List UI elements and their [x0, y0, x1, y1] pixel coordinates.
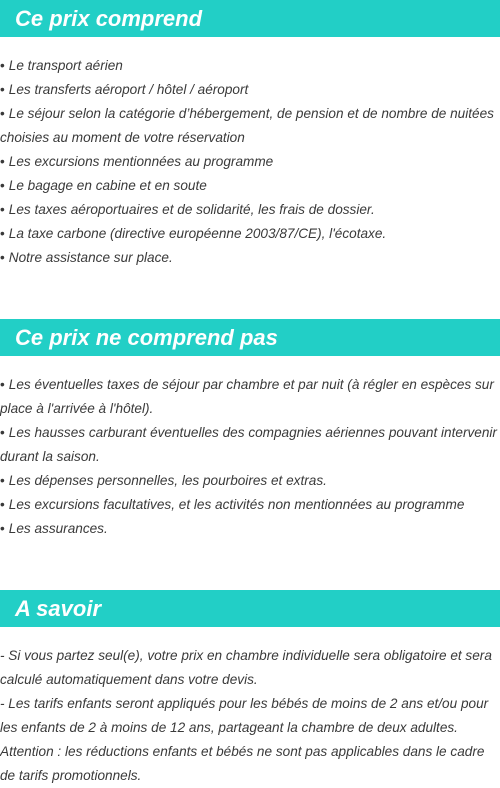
bullet-icon: •	[0, 82, 5, 97]
bullet-icon: •	[0, 178, 5, 193]
note-paragraph: Attention : les réductions enfants et bébés ne sont pas applicables dans le cadre de tarifs promotionnels.	[0, 744, 485, 783]
section-good-to-know	[0, 590, 500, 788]
list-item: • Les excursions facultatives, et les activités non mentionnées au programme	[0, 497, 465, 512]
bullet-icon: •	[0, 497, 5, 512]
list-item: • Les excursions mentionnées au programme	[0, 154, 274, 169]
list-item: • Les hausses carburant éventuelles des compagnies aériennes pouvant intervenir durant la saison.	[0, 425, 497, 464]
bullet-icon: •	[0, 154, 5, 169]
list-item: • Notre assistance sur place.	[0, 250, 173, 265]
notes-body	[0, 644, 500, 788]
list-item: • Le transport aérien	[0, 58, 123, 73]
note-paragraph: - Les tarifs enfants seront appliqués pour les bébés de moins de 2 ans et/ou pour les enfants de 2 à moins de 12 ans, partageant la chambre de deux adultes.	[0, 696, 489, 735]
bullet-icon: •	[0, 521, 5, 536]
list-item: • Les éventuelles taxes de séjour par chambre et par nuit (à régler en espèces sur place à l'arrivée à l'hôtel).	[0, 377, 494, 416]
list-item: • Le bagage en cabine et en soute	[0, 178, 207, 193]
section-title: A savoir	[0, 590, 500, 627]
bullet-icon: •	[0, 202, 5, 217]
bullet-icon: •	[0, 106, 5, 121]
list-item: • Les dépenses personnelles, les pourboires et extras.	[0, 473, 327, 488]
bullet-icon: •	[0, 58, 5, 73]
note-paragraph: - Si vous partez seul(e), votre prix en chambre individuelle sera obligatoire et sera calculé automatiquement dans votre devis.	[0, 648, 492, 687]
included-list	[0, 54, 500, 270]
section-included	[0, 0, 500, 270]
not-included-list	[0, 373, 500, 541]
bullet-icon: •	[0, 226, 5, 241]
bullet-icon: •	[0, 250, 5, 265]
bullet-icon: •	[0, 473, 5, 488]
list-item: • La taxe carbone (directive européenne 2003/87/CE), l'écotaxe.	[0, 226, 387, 241]
list-item: • Les taxes aéroportuaires et de solidarité, les frais de dossier.	[0, 202, 375, 217]
bullet-icon: •	[0, 377, 5, 392]
section-title: Ce prix comprend	[0, 0, 500, 37]
section-title: Ce prix ne comprend pas	[0, 319, 500, 356]
section-not-included	[0, 319, 500, 541]
list-item: • Le séjour selon la catégorie d’hébergement, de pension et de nombre de nuitées choisies au moment de votre réservation	[0, 106, 494, 145]
list-item: • Les transferts aéroport / hôtel / aéroport	[0, 82, 249, 97]
list-item: • Les assurances.	[0, 521, 108, 536]
bullet-icon: •	[0, 425, 5, 440]
